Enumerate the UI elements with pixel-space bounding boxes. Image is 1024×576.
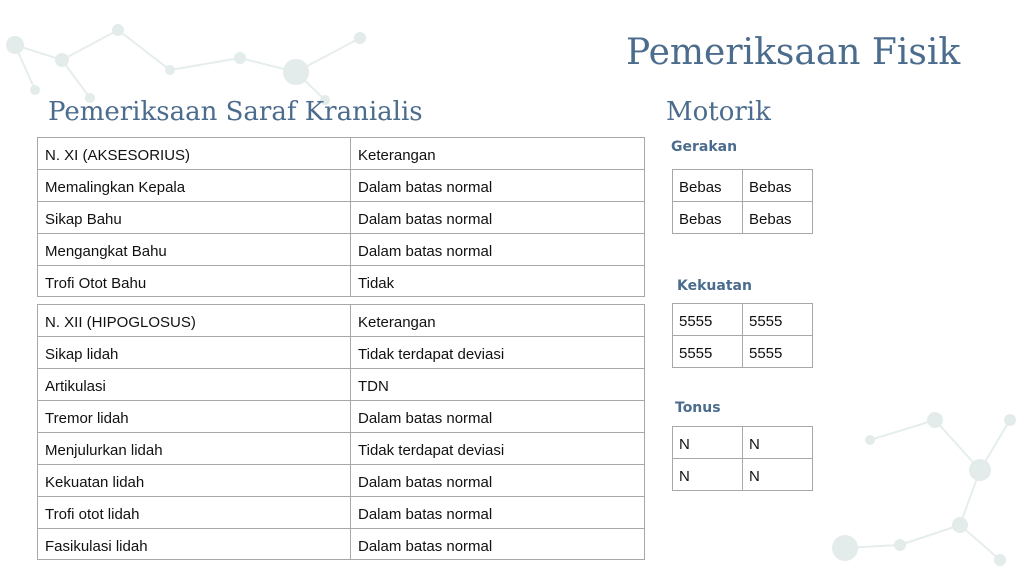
kekuatan-table	[672, 303, 813, 368]
table-row	[38, 529, 645, 560]
table-cell: Mengangkat Bahu	[38, 234, 351, 266]
table-cell: Dalam batas normal	[351, 234, 645, 266]
table-cell: 5555	[743, 304, 813, 336]
table-row	[38, 369, 645, 401]
table-cell: Dalam batas normal	[351, 529, 645, 560]
table-cell: Keterangan	[351, 138, 645, 170]
table-cell: Kekuatan lidah	[38, 465, 351, 497]
table-row	[38, 305, 645, 337]
table-cell: Bebas	[673, 202, 743, 234]
table-row	[673, 170, 813, 202]
table-cell: 5555	[673, 304, 743, 336]
table-cell: N	[673, 427, 743, 459]
tonus-table	[672, 426, 813, 491]
table-cell: Tidak terdapat deviasi	[351, 337, 645, 369]
table-cell: Trofi otot lidah	[38, 497, 351, 529]
table-row	[673, 336, 813, 368]
section-heading-cranial-nerves: Pemeriksaan Saraf Kranialis	[48, 97, 423, 127]
table-row	[38, 497, 645, 529]
table-cell: Sikap Bahu	[38, 202, 351, 234]
table-cell: Menjulurkan lidah	[38, 433, 351, 465]
table-row	[38, 138, 645, 170]
table-row	[673, 202, 813, 234]
table-cell: Keterangan	[351, 305, 645, 337]
nerve-xi-table	[37, 137, 645, 297]
table-cell: Bebas	[673, 170, 743, 202]
table-row	[38, 170, 645, 202]
table-row	[38, 337, 645, 369]
table-row	[673, 427, 813, 459]
kekuatan-label: Kekuatan	[677, 278, 752, 294]
table-cell: N. XII (HIPOGLOSUS)	[38, 305, 351, 337]
table-cell: Dalam batas normal	[351, 170, 645, 202]
table-cell: 5555	[673, 336, 743, 368]
nerve-xii-table	[37, 304, 645, 560]
table-cell: Memalingkan Kepala	[38, 170, 351, 202]
gerakan-table	[672, 169, 813, 234]
tonus-label: Tonus	[675, 400, 721, 416]
table-cell: N	[673, 459, 743, 491]
table-cell: Dalam batas normal	[351, 497, 645, 529]
section-heading-motorik: Motorik	[666, 97, 771, 127]
table-cell: Tidak terdapat deviasi	[351, 433, 645, 465]
table-row	[673, 304, 813, 336]
table-cell: N	[743, 459, 813, 491]
table-row	[38, 465, 645, 497]
table-row	[38, 234, 645, 266]
page-title: Pemeriksaan Fisik	[626, 32, 961, 73]
table-row	[38, 401, 645, 433]
table-cell: Sikap lidah	[38, 337, 351, 369]
table-cell: Tidak	[351, 266, 645, 297]
table-cell: Bebas	[743, 170, 813, 202]
table-row	[38, 433, 645, 465]
table-cell: Dalam batas normal	[351, 401, 645, 433]
table-row	[673, 459, 813, 491]
table-cell: Dalam batas normal	[351, 465, 645, 497]
table-cell: Tremor lidah	[38, 401, 351, 433]
table-cell: N. XI (AKSESORIUS)	[38, 138, 351, 170]
table-cell: Fasikulasi lidah	[38, 529, 351, 560]
table-cell: Dalam batas normal	[351, 202, 645, 234]
table-cell: N	[743, 427, 813, 459]
table-cell: Trofi Otot Bahu	[38, 266, 351, 297]
table-cell: 5555	[743, 336, 813, 368]
table-row	[38, 202, 645, 234]
table-row	[38, 266, 645, 297]
table-cell: Artikulasi	[38, 369, 351, 401]
table-cell: TDN	[351, 369, 645, 401]
gerakan-label: Gerakan	[671, 139, 738, 155]
table-cell: Bebas	[743, 202, 813, 234]
